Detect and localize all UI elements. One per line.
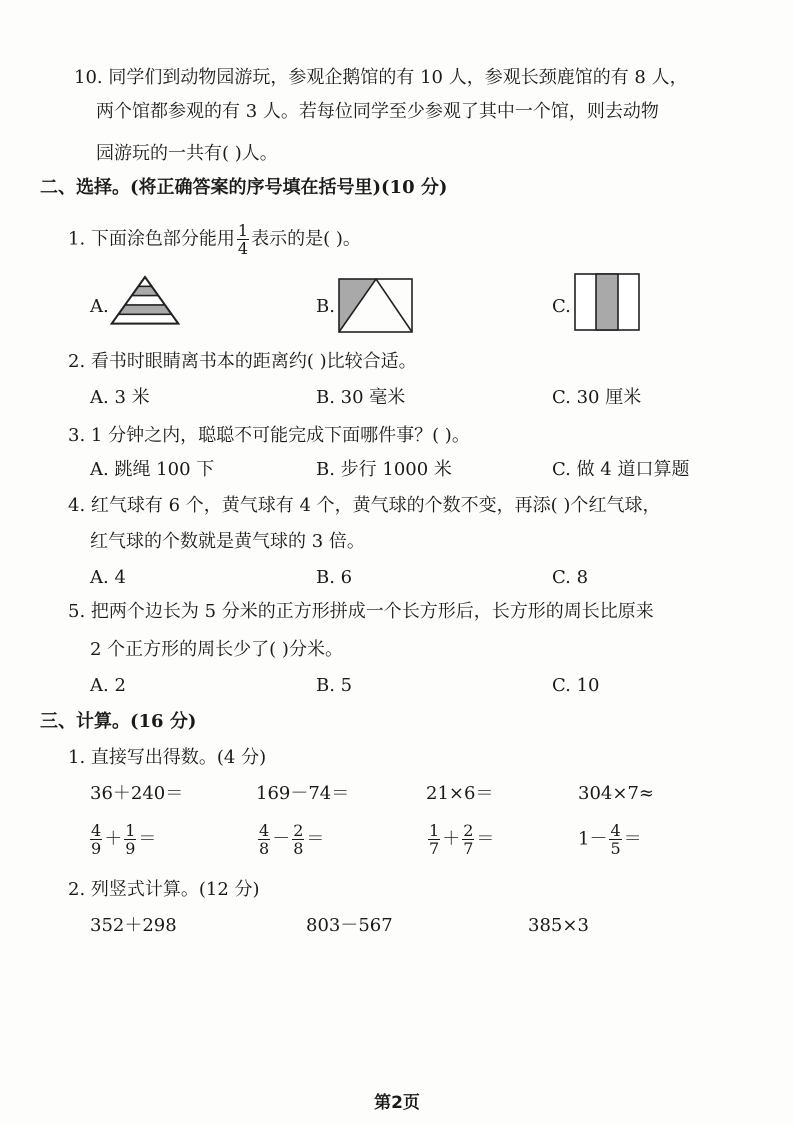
s2-q3-option-c: C. 做 4 道口算题 [552, 459, 690, 480]
s3-q2-item-3: 385×3 [528, 915, 589, 936]
s2-q1-stem [68, 222, 361, 257]
s2-q4-option-c: C. 8 [552, 567, 589, 588]
s2-q1-rectangle-triangle-figure [338, 278, 414, 334]
frac3-a-den: 7 [429, 839, 440, 858]
s2-q3-option-b: B. 步行 1000 米 [316, 459, 452, 480]
s2-q5-line-1: 5. 把两个边长为 5 分米的正方形拼成一个长方形后，长方形的周长比原来 [68, 601, 654, 622]
frac2-a-num: 4 [259, 821, 270, 840]
s3-q2-item-2: 803－567 [306, 915, 393, 936]
frac1-a-num: 4 [91, 821, 102, 840]
q10-line-2: 两个馆都参观的有 3 人。若每位同学至少参观了其中一个馆，则去动物 [96, 101, 659, 122]
frac1-op: ＋ [104, 828, 123, 850]
s2-q5-line-2: 2 个正方形的周长少了( )分米。 [90, 639, 343, 660]
s3-q1-expr-4: 304×7≈ [578, 783, 654, 804]
s3-q1-frac-expr-3 [426, 822, 494, 857]
s2-q4-option-b: B. 6 [316, 567, 353, 588]
s2-q1-prefix: 1. 下面涂色部分能用 [68, 228, 235, 250]
s3-q1-expr-3: 21×6＝ [426, 783, 494, 804]
s2-q1-strip-figure [574, 273, 642, 333]
frac1-a-den: 9 [91, 839, 102, 858]
s2-q4-line-2: 红气球的个数就是黄气球的 3 倍。 [90, 531, 365, 552]
s3-q1-frac-expr-1 [88, 822, 156, 857]
strip-shaded-middle [596, 274, 618, 330]
s2-q1-frac-num: 1 [237, 221, 249, 240]
s3-q1-expr-1: 36＋240＝ [90, 783, 184, 804]
frac3-op: ＋ [442, 828, 461, 850]
s3-q2-title: 2. 列竖式计算。(12 分) [68, 879, 260, 900]
frac4-eq: ＝ [623, 828, 642, 850]
s3-q1-expr-2: 169－74＝ [256, 783, 350, 804]
s2-q5-option-c: C. 10 [552, 675, 600, 696]
s2-q3-stem: 3. 1 分钟之内，聪聪不可能完成下面哪件事？( )。 [68, 425, 470, 446]
triangle-shaded-band-2 [118, 305, 171, 314]
s2-q1-frac-den: 4 [237, 239, 249, 258]
frac4-b-num: 4 [610, 821, 621, 840]
s2-q1-suffix: 表示的是( )。 [251, 228, 361, 250]
frac2-eq: ＝ [306, 828, 325, 850]
frac3-b-den: 7 [463, 839, 474, 858]
s2-q4-line-1: 4. 红气球有 6 个，黄气球有 4 个，黄气球的个数不变，再添( )个红气球， [68, 495, 661, 516]
triangle-bottom-band [112, 314, 179, 323]
s3-q1-frac-expr-2 [256, 822, 324, 857]
s2-q1-fraction [237, 222, 249, 257]
q10-line-3: 园游玩的一共有( )人。 [96, 143, 278, 164]
s3-q1-title: 1. 直接写出得数。(4 分) [68, 747, 267, 768]
s2-q3-option-a: A. 跳绳 100 下 [90, 459, 215, 480]
s2-q1-option-b-label: B. [316, 296, 335, 317]
s2-q2-option-b: B. 30 毫米 [316, 387, 406, 408]
frac2-op: － [272, 828, 291, 850]
s2-q2-option-a: A. 3 米 [90, 387, 150, 408]
frac3-a-num: 1 [429, 821, 440, 840]
frac1-eq: ＝ [138, 828, 157, 850]
q10-line-1: 10. 同学们到动物园游玩，参观企鹅馆的有 10 人，参观长颈鹿馆的有 8 人， [74, 67, 688, 88]
frac3-eq: ＝ [476, 828, 495, 850]
frac2-a-den: 8 [259, 839, 270, 858]
page-number: 第2页 [374, 1093, 420, 1113]
s2-q2-stem: 2. 看书时眼睛离书本的距离约( )比较合适。 [68, 351, 417, 372]
frac2-b-den: 8 [293, 839, 304, 858]
frac4-b-den: 5 [610, 839, 621, 858]
s2-q1-option-c-label: C. [552, 296, 571, 317]
s3-q1-frac-expr-4 [578, 822, 642, 857]
frac2-b-num: 2 [293, 821, 304, 840]
section3-title: 三、计算。(16 分) [40, 711, 197, 732]
s2-q1-triangle-figure [110, 274, 180, 334]
s2-q5-option-a: A. 2 [90, 675, 126, 696]
frac1-b-num: 1 [125, 821, 136, 840]
section2-title: 二、选择。(将正确答案的序号填在括号里)(10 分) [40, 177, 448, 198]
s2-q2-option-c: C. 30 厘米 [552, 387, 642, 408]
s3-q2-item-1: 352＋298 [90, 915, 177, 936]
frac4-lead: 1－ [578, 828, 608, 850]
s2-q4-option-a: A. 4 [90, 567, 126, 588]
frac1-b-den: 9 [125, 839, 136, 858]
frac3-b-num: 2 [463, 821, 474, 840]
s2-q1-option-a-label: A. [90, 296, 109, 317]
s2-q5-option-b: B. 5 [316, 675, 353, 696]
